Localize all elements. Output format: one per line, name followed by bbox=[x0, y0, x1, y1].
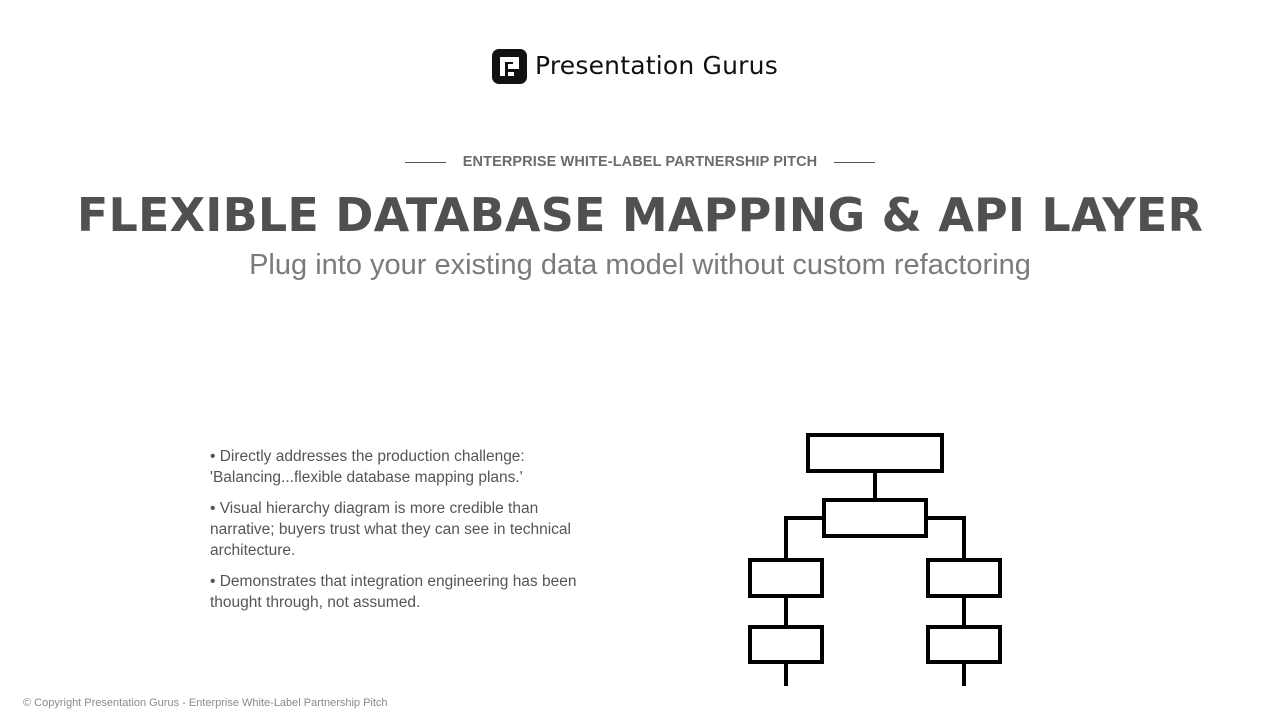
bullet-list bbox=[210, 446, 590, 623]
brand-logo bbox=[492, 48, 778, 84]
hierarchy-diagram-icon bbox=[745, 430, 1005, 690]
eyebrow-text: ENTERPRISE WHITE-LABEL PARTNERSHIP PITCH bbox=[462, 154, 818, 170]
eyebrow-row bbox=[0, 150, 1280, 174]
eyebrow-divider-right bbox=[834, 162, 875, 163]
eyebrow-divider-left bbox=[405, 162, 446, 163]
bullet-item: • Visual hierarchy diagram is more credible than narrative; buyers trust what they can see in technical architecture. bbox=[210, 500, 571, 559]
bullet-item: • Directly addresses the production challenge: 'Balancing...flexible database mapping plans.' bbox=[210, 448, 525, 486]
page-subtitle: Plug into your existing data model without custom refactoring bbox=[249, 249, 1031, 281]
presentation-gurus-logo-icon bbox=[492, 49, 527, 84]
page-title: FLEXIBLE DATABASE MAPPING & API LAYER bbox=[76, 188, 1204, 242]
bullet-item: • Demonstrates that integration engineering has been thought through, not assumed. bbox=[210, 573, 577, 611]
footer-copyright: © Copyright Presentation Gurus - Enterprise White-Label Partnership Pitch bbox=[23, 697, 388, 709]
brand-name: Presentation Gurus bbox=[535, 51, 778, 80]
